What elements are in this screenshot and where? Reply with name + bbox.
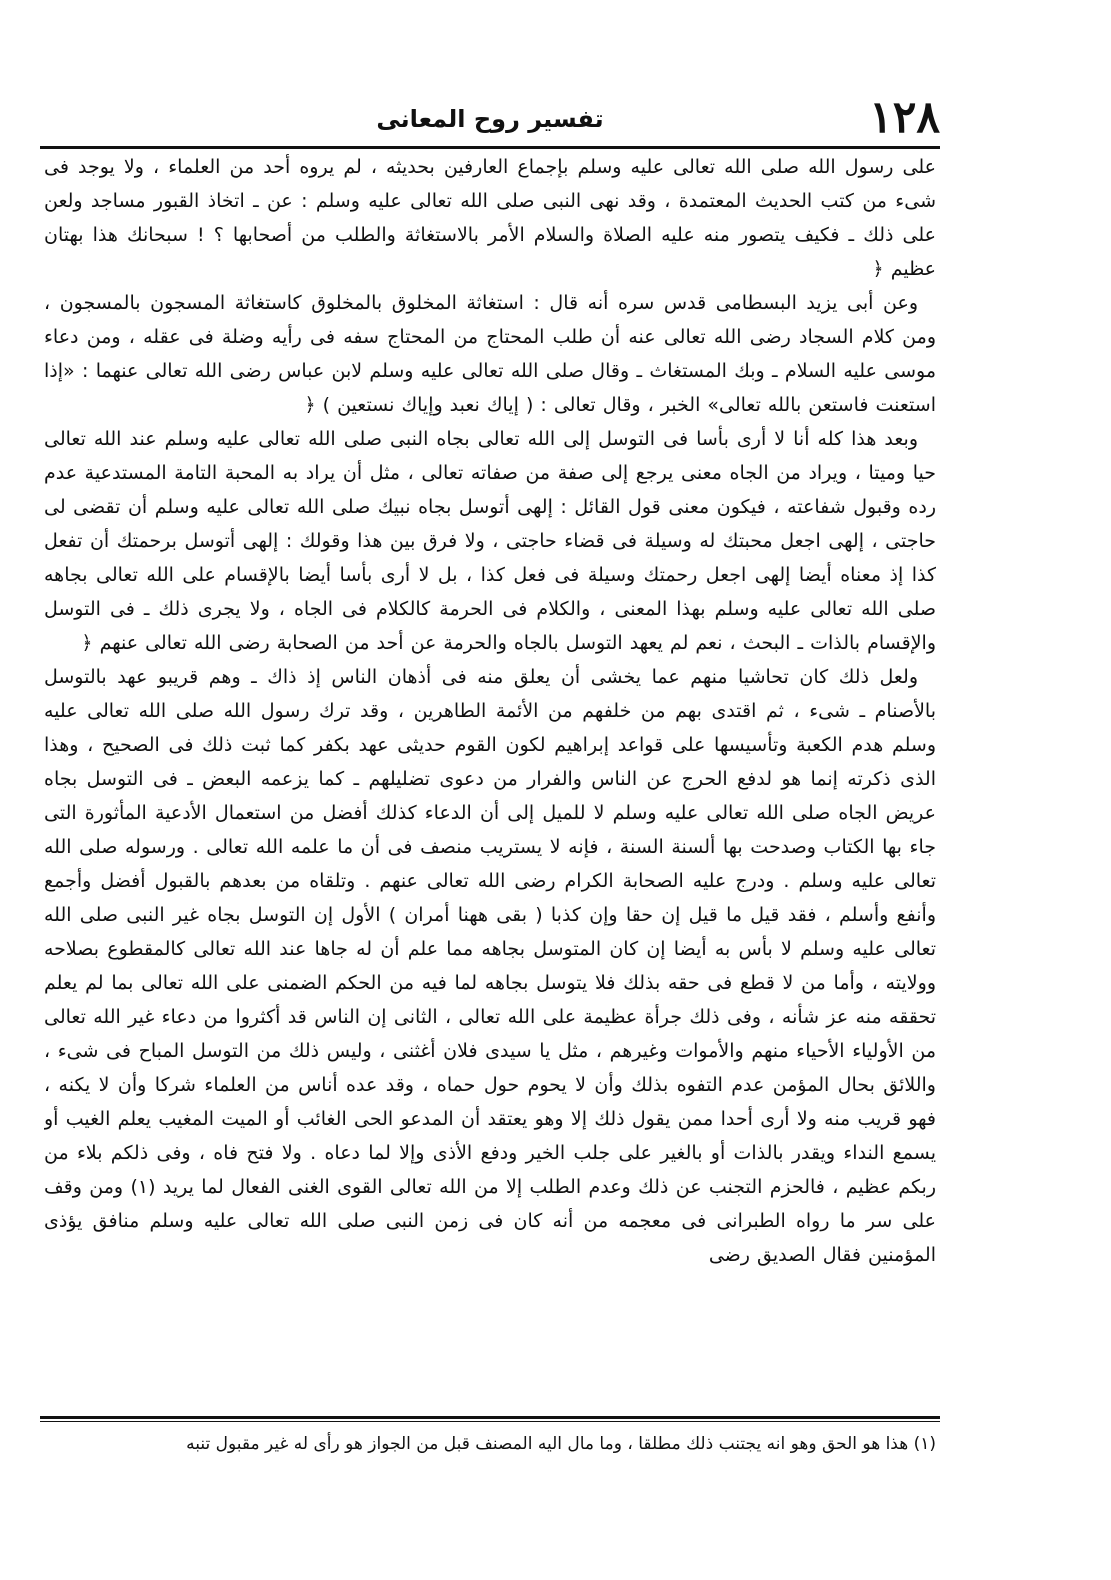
footnote-rule-thin [40,1421,940,1422]
header-rule [40,146,940,149]
paragraph: ولعل ذلك كان تحاشيا منهم عما يخشى أن يعلق منه فى أذهان الناس إذ ذاك ـ وهم قريبو عهد بالتوسل بالأصنام ـ شىء ، ثم اقتدى بهم من خلفهم من الأئمة الطاهرين ، وقد ترك رسول الله صلى الله تعالى عليه وسلم هدم الكعبة وتأسيسها على قواعد إبراهيم لكون القوم حديثى عهد بكفر كما ثبت ذلك فى الصحيح ، وهذا الذى ذكرته إنما هو لدفع الحرج عن الناس والفرار من دعوى تضليلهم ـ كما يزعمه البعض ـ فى التوسل بجاه عريض الجاه صلى الله تعالى عليه وسلم لا للميل إلى أن الدعاء كذلك أفضل من استعمال الأدعية المأثورة التى جاء بها الكتاب وصدحت بها ألسنة السنة ، فإنه لا يستريب منصف فى أن ما علمه الله تعالى . ورسوله صلى الله تعالى عليه وسلم . ودرج عليه الصحابة الكرام رضى الله تعالى عنهم . وتلقاه من بعدهم بالقبول أفضل وأجمع وأنفع وأسلم ، فقد قيل ما قيل إن حقا وإن كذبا ( بقى ههنا أمران ) الأول إن التوسل بجاه غير النبى صلى الله تعالى عليه وسلم لا بأس به أيضا إن كان المتوسل بجاهه مما علم أن له جاها عند الله تعالى كالمقطوع بصلاحه وولايته ، وأما من لا قطع فى حقه بذلك فلا يتوسل بجاهه لما فيه من الحكم الضمنى على الله تعالى بما لم يعلم تحققه منه عز شأنه ، وفى ذلك جرأة عظيمة على الله تعالى ، الثانى إن الناس قد أكثروا من دعاء غير الله تعالى من الأولياء الأحياء منهم والأموات وغيرهم ، مثل يا سيدى فلان أغثنى ، وليس ذلك من التوسل المباح فى شىء ، واللائق بحال المؤمن عدم التفوه بذلك وأن لا يحوم حول حماه ، وقد عده أناس من العلماء شركا وأن لا يكنه ، فهو قريب منه ولا أرى أحدا ممن يقول ذلك إلا وهو يعتقد أن المدعو الحى الغائب أو الميت المغيب يعلم الغيب أو يسمع النداء ويقدر بالذات أو بالغير على جلب الخير ودفع الأذى وإلا لما دعاه . ولا فتح فاه ، وفى ذلكم بلاء من ربكم عظيم ، فالحزم التجنب عن ذلك وعدم الطلب إلا من الله تعالى القوى الغنى الفعال لما يريد (١) ومن وقف على سر ما رواه الطبرانى فى معجمه من أنه كان فى زمن النبى صلى الله تعالى عليه وسلم منافق يؤذى المؤمنين فقال الصديق رضى [44,666,936,1266]
footnote-rule [40,1416,940,1419]
page-number: ١٢٨ [869,92,940,143]
paragraph: وبعد هذا كله أنا لا أرى بأسا فى التوسل إلى الله تعالى بجاه النبى صلى الله تعالى عليه وسلم عند الله تعالى حيا وميتا ، ويراد من الجاه معنى يرجع إلى صفة من صفاته تعالى ، مثل أن يراد به المحبة التامة المستدعية عدم رده وقبول شفاعته ، فيكون معنى قول القائل : إلهى أتوسل بجاه نبيك صلى الله تعالى عليه وسلم أن تقضى لى حاجتى ، إلهى اجعل محبتك له وسيلة فى قضاء حاجتى ، ولا فرق بين هذا وقولك : إلهى أتوسل برحمتك أن تفعل كذا إذ معناه أيضا إلهى اجعل رحمتك وسيلة فى فعل كذا ، بل لا أرى بأسا أيضا بالإقسام على الله تعالى بجاهه صلى الله تعالى عليه وسلم بهذا المعنى ، والكلام فى الحرمة كالكلام فى الجاه ، ولا يجرى ذلك ـ فى التوسل والإقسام بالذات ـ البحث ، نعم لم يعهد التوسل بالجاه والحرمة عن أحد من الصحابة رضى الله تعالى عنهم ﴿ [44,428,936,654]
page-header [40,92,940,148]
paragraph: وعن أبى يزيد البسطامى قدس سره أنه قال : استغاثة المخلوق بالمخلوق كاستغاثة المسجون بالمسجون ، ومن كلام السجاد رضى الله تعالى عنه أن طلب المحتاج من المحتاج سفه فى رأيه وضلة فى عقله ، ومن دعاء موسى عليه السلام ـ وبك المستغاث ـ وقال صلى الله تعالى عليه وسلم لابن عباس رضى الله تعالى عنهما : «إذا استعنت فاستعن بالله تعالى» الخبر ، وقال تعالى : ( إياك نعبد وإياك نستعين ) ﴿ [44,292,936,416]
body-text [44,150,936,1340]
paragraph: على رسول الله صلى الله تعالى عليه وسلم بإجماع العارفين بحديثه ، لم يروه أحد من العلماء ، ولا يوجد فى شىء من كتب الحديث المعتمدة ، وقد نهى النبى صلى الله تعالى عليه وسلم : عن ـ اتخاذ القبور مساجد ولعن على ذلك ـ فكيف يتصور منه عليه الصلاة والسلام الأمر بالاستغاثة والطلب من أصحابها ؟ ! سبحانك هذا بهتان عظيم ﴿ [44,156,936,280]
running-title: تفسير روح المعانى [376,105,604,133]
footnote: (١) هذا هو الحق وهو انه يجتنب ذلك مطلقا ، وما مال اليه المصنف قبل من الجواز هو رأى له غير مقبول تنبه [186,1434,936,1454]
